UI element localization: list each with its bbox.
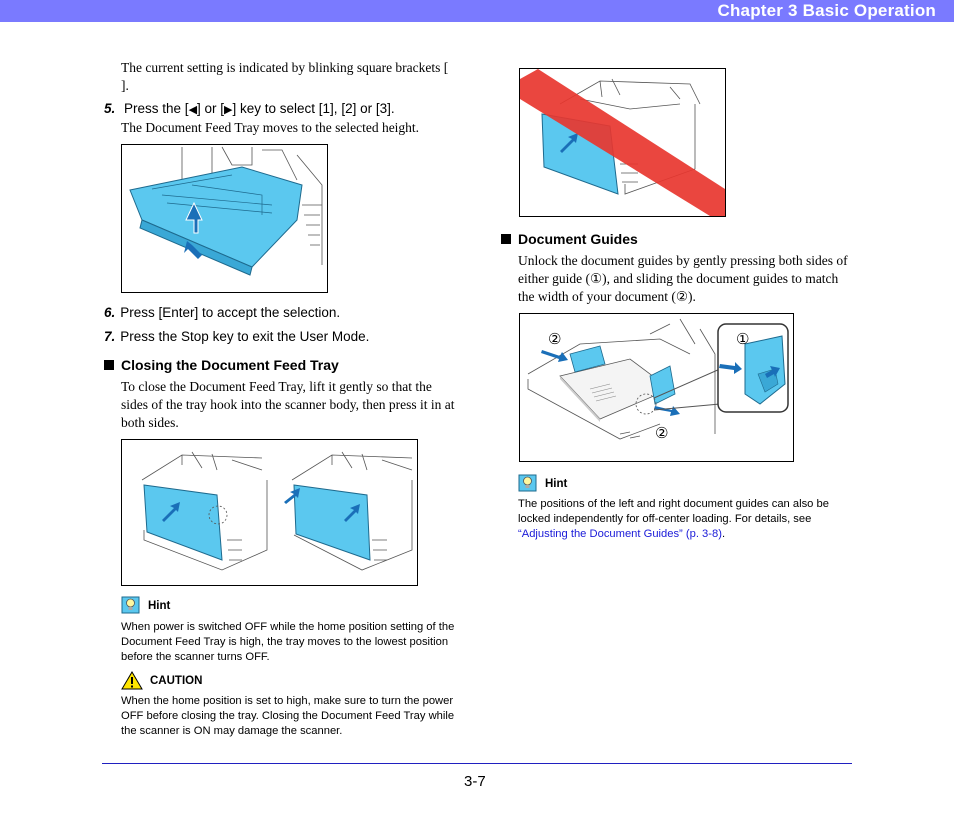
guide-label-2-top: ② — [548, 330, 562, 348]
step-5-description: The Document Feed Tray moves to the selected height. — [121, 120, 420, 135]
right-arrow-key-icon: ▶ — [224, 104, 233, 116]
left-arrow-key-icon: ◀ — [188, 104, 198, 116]
document-guides-illustration — [519, 313, 794, 462]
step-6 — [104, 305, 340, 320]
chapter-title: Chapter 3 Basic Operation — [717, 1, 936, 20]
square-bullet-icon — [104, 360, 114, 370]
lightbulb-icon — [121, 596, 141, 614]
hint-tail: . — [721, 528, 726, 540]
lightbulb-icon — [518, 474, 538, 492]
hint-label: Hint — [148, 600, 171, 612]
chapter-header-bar — [0, 0, 954, 22]
hint-label: Hint — [545, 478, 568, 490]
square-bullet-icon — [501, 234, 511, 244]
step-5 — [104, 101, 395, 116]
prohibited-closing-illustration — [519, 68, 726, 217]
left-hint — [121, 596, 170, 614]
step-text: ] or [ — [197, 101, 225, 116]
intro-text: The current setting is indicated by blinking square brackets [ ]. — [121, 60, 449, 93]
feed-tray-height-illustration — [121, 144, 328, 293]
guide-label-1: ① — [736, 330, 750, 348]
document-guides-heading — [501, 231, 638, 247]
step-text: Press the Stop key to exit the User Mode. — [120, 329, 370, 344]
heading-text: Closing the Document Feed Tray — [121, 357, 339, 373]
closing-tray-heading — [104, 357, 339, 373]
hint-body: The positions of the left and right document guides can also be locked independently for off-center loading. For details, see — [518, 498, 829, 525]
step-number: 7. — [104, 329, 116, 344]
adjusting-guides-link[interactable]: “Adjusting the Document Guides” (p. 3-8) — [518, 528, 722, 540]
closing-tray-body: To close the Document Feed Tray, lift it gently so that the sides of the tray hook into the scanner body, then press it in at both sides. — [121, 379, 455, 430]
right-hint-text — [518, 497, 858, 542]
caution-block — [121, 671, 202, 690]
right-hint — [518, 474, 567, 492]
caution-text: When the home position is set to high, make sure to turn the power OFF before closing the tray. Closing the Document Feed Tray while the scanner is ON may damage the scanner. — [121, 695, 455, 737]
guide-label-2-bottom: ② — [655, 424, 669, 442]
step-7 — [104, 329, 369, 344]
circled-number-2: ② — [675, 289, 688, 304]
body-text: Unlock the document guides by gently pressing both sides of either guide ( — [518, 253, 848, 286]
closing-tray-illustration — [121, 439, 418, 586]
step-text: Press the [ — [124, 101, 189, 116]
step-number: 6. — [104, 305, 116, 320]
left-hint-text: When power is switched OFF while the home position setting of the Document Feed Tray is high, the tray moves to the lowest position before the scanner turns OFF. — [121, 621, 455, 663]
footer-rule — [102, 763, 852, 764]
step-text: ] key to select [1], [2] or [3]. — [232, 101, 395, 116]
warning-triangle-icon — [121, 671, 143, 690]
caution-label: CAUTION — [150, 675, 203, 688]
circled-number-1: ① — [589, 271, 603, 286]
body-text: ). — [687, 289, 696, 304]
page-number: 3-7 — [464, 773, 486, 790]
body-text: ), and sliding the document guides to match the width of your document ( — [518, 271, 839, 304]
heading-text: Document Guides — [518, 231, 638, 247]
step-text: Press [Enter] to accept the selection. — [120, 305, 341, 320]
document-guides-body — [518, 252, 853, 306]
step-number: 5. — [104, 101, 116, 116]
